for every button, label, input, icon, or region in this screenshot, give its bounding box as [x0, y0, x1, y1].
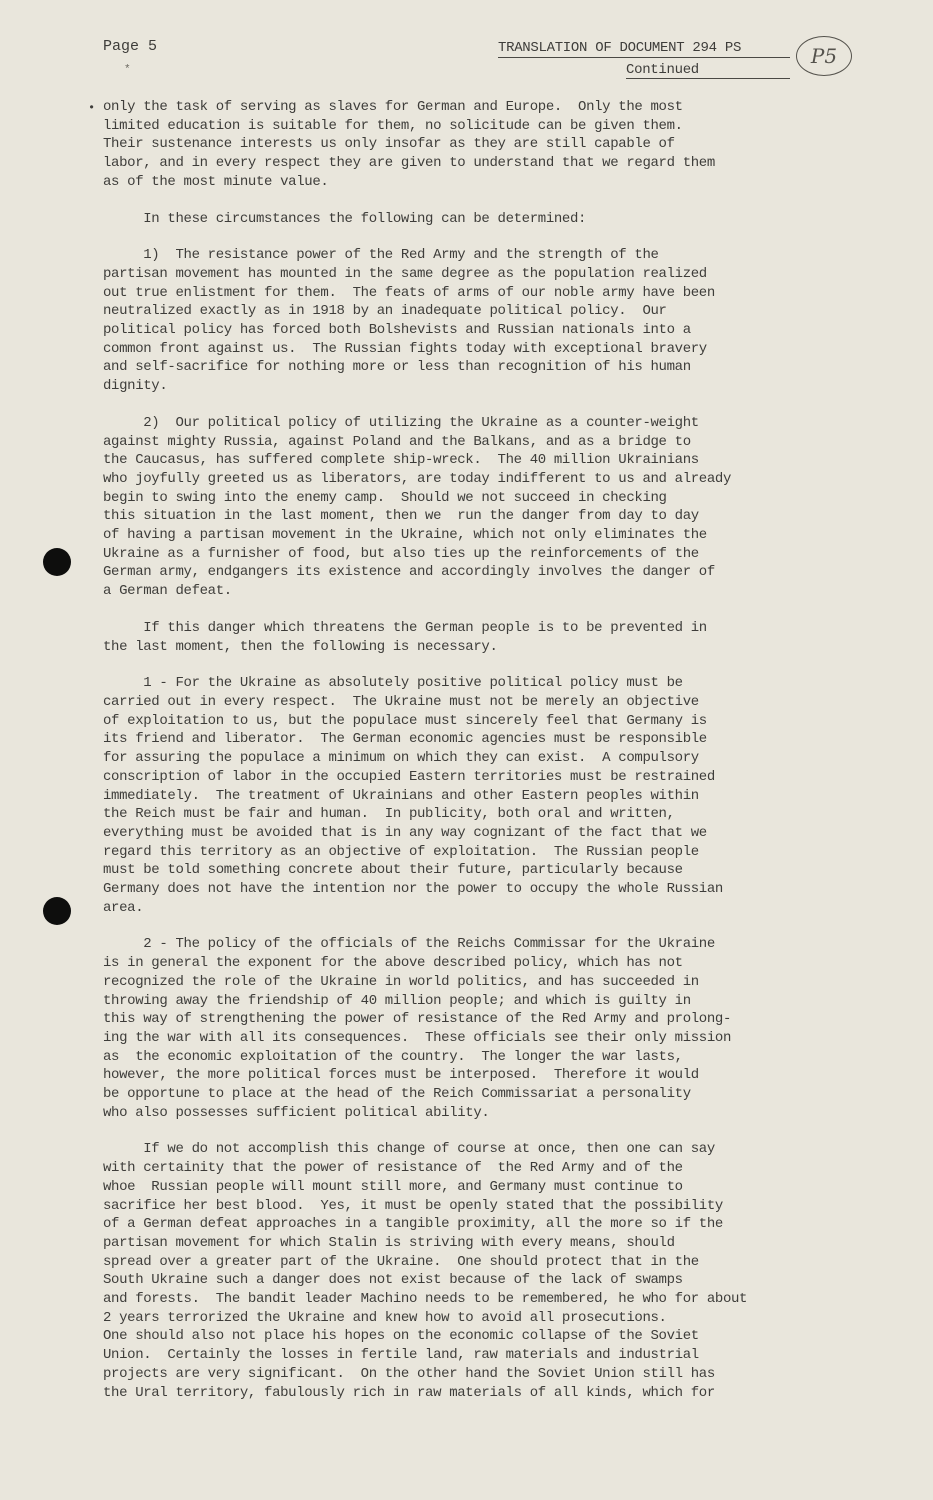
paragraph-measure-2: 2 - The policy of the officials of the Reichs Commissar for the Ukraine is in general the exponent for the above described policy, which has not recognized the role of the Ukraine in world politics, and has succeeded in throwing away the friendship of 40 million people; and which is guilty in this way of strengthening the power of resistance of the Red Army and prolong- ing the war with all its consequences. These officials see their only mission as the economic exploitation of the country. The longer the war lasts, however, the more political forces must be interposed. Therefore it would be opportune to place at the head of the Reich Commissariat a personality who also possesses sufficient political ability. — [103, 936, 732, 1121]
paragraph-circumstances: In these circumstances the following can be determined: — [103, 210, 587, 227]
paragraph-measure-1: 1 - For the Ukraine as absolutely positive political policy must be carried out in every respect. The Ukraine must not be merely an objective of exploitation to us, but the populace must sincerely feel that Germany is its friend and liberator. The German economic agencies must be responsible for assuring the populace a minimum on which they can exist. A compulsory conscription of labor in the occupied Eastern territories must be restrained immediately. The treatment of Ukrainians and other Eastern peoples within the Reich must be fair and human. In publicity, both oral and written, everything must be avoided that is in any way cognizant of the fact that we regard this territory as an objective of exploitation. The Russian people must be told something concrete about their future, particularly because Germany does not have the intention nor the power to occupy the whole Russian area. — [103, 675, 723, 916]
paragraph-conclusion: If we do not accomplish this change of course at once, then one can say with certainity that the power of resistance of the Red Army and of the whoe Russian people will mount still more, and Germany must continue to sacrifice her best blood. Yes, it must be openly stated that the possibility of a German defeat approaches in a tangible proximity, all the more so if the partisan movement for which Stalin is striving with every means, should spread over a greater part of the Ukraine. One should protect that in the South Ukraine such a danger does not exist because of the lack of swamps and forests. The bandit leader Machino needs to be remembered, he who for about 2 years terrorized the Ukraine and knew how to avoid all prosecutions. One should also not place his hopes on the economic collapse of the Soviet Union. Certainly the losses in fertile land, raw materials and industrial projects are very significant. On the other hand the Soviet Union still has the Ural territory, fabulously rich in raw materials of all kinds, which for — [103, 1141, 748, 1401]
margin-bullet: • — [88, 101, 96, 115]
punch-hole-bottom — [43, 897, 71, 925]
continued-label: Continued — [626, 62, 790, 79]
document-body — [103, 98, 848, 1420]
page-number: Page 5 — [103, 38, 158, 55]
margin-mark: * — [124, 64, 131, 76]
paragraph-intro: only the task of serving as slaves for German and Europe. Only the most limited education is suitable for them, no solicitude can be given them. Their sustenance interests us only insofar as they are still capable of labor, and in every respect they are given to understand that we regard them as of the most minute value. — [103, 99, 715, 190]
document-title: TRANSLATION OF DOCUMENT 294 PS — [498, 40, 790, 58]
paragraph-point-1: 1) The resistance power of the Red Army and the strength of the partisan movement has mounted in the same degree as the population realized out true enlistment for them. The feats of arms of our noble army have been neutralized exactly as in 1918 by an inadequate political policy. Our political policy has forced both Bolshevists and Russian nationals into a common front against us. The Russian fights today with exceptional bravery and self-sacrifice for nothing more or less than recognition of his human dignity. — [103, 247, 715, 395]
paragraph-danger: If this danger which threatens the German people is to be prevented in the last moment, then the following is necessary. — [103, 619, 707, 655]
paragraph-point-2: 2) Our political policy of utilizing the Ukraine as a counter-weight against mighty Russia, against Poland and the Balkans, and as a bridge to the Caucasus, has suffered complete ship-wreck. The 40 million Ukrainians who joyfully greeted us as liberators, are today indifferent to us and already begin to swing into the enemy camp. Should we not succeed in checking this situation in the last moment, then we run the danger from day to day of having a partisan movement in the Ukraine, which not only eliminates the Ukraine as a furnisher of food, but also ties up the reinforcements of the German army, endgangers its existence and accordingly involves the danger of a German defeat. — [103, 414, 732, 600]
page-stamp: P5 — [796, 36, 852, 76]
punch-hole-top — [43, 548, 71, 576]
